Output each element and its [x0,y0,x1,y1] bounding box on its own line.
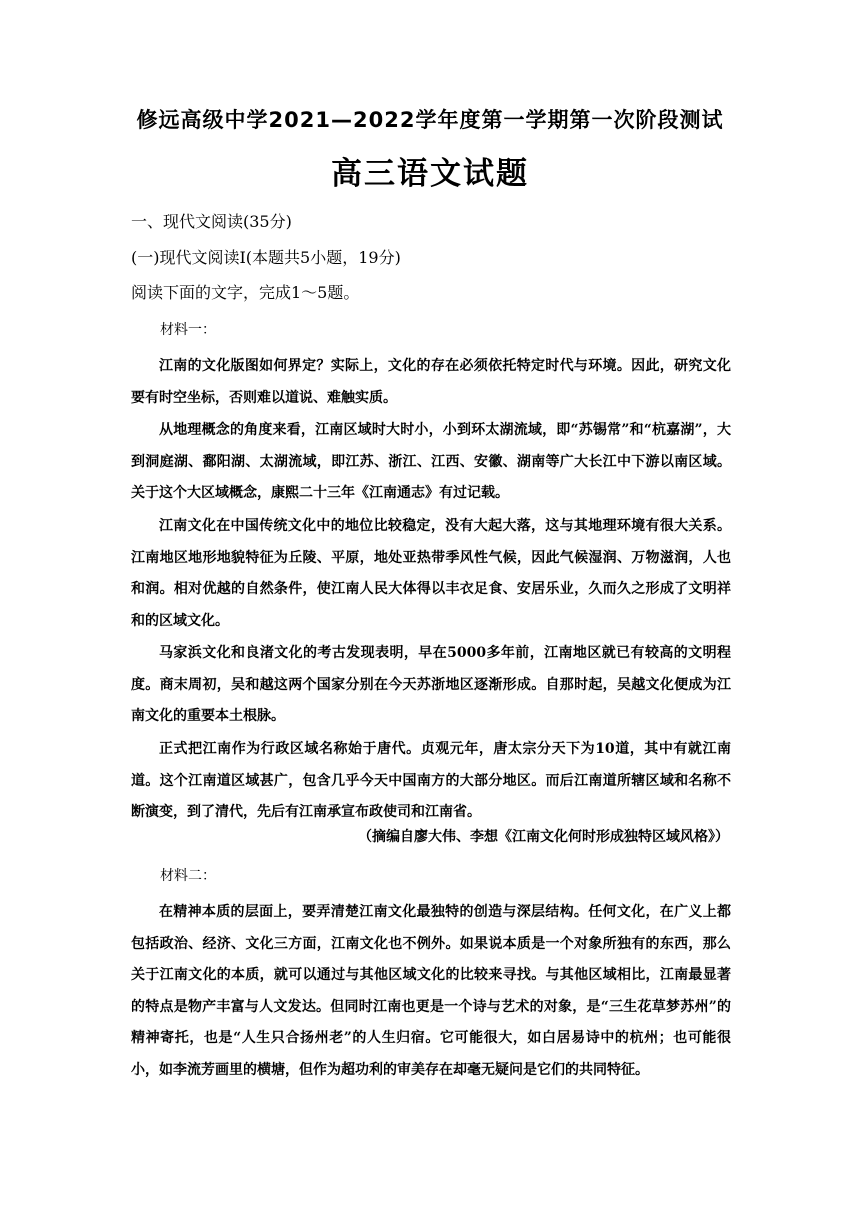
material-one-label: 材料一： [160,322,216,338]
reading-instruction: 阅读下面的文字，完成1～5题。 [131,283,360,302]
subject-title: 高三语文试题 [331,156,529,192]
material-two-label: 材料二： [160,868,216,884]
material-one-paragraph: 江南的文化版图如何界定？实际上，文化的存在必须依托特定时代与环境。因此，研究文化要有时空坐标，否则难以道说、难触实质。 [131,358,731,406]
section-sub-heading: (一)现代文阅读Ⅰ(本题共5小题，19分) [131,248,401,267]
section-heading: 一、现代文阅读(35分) [131,212,292,231]
material-one-paragraph: 马家浜文化和良渚文化的考古发现表明，早在5000多年前，江南地区就已有较高的文明程度。商末周初，吴和越这两个国家分别在今天苏浙地区逐渐形成。自那时起，吴越文化便成为江南文化的重要本土根脉。 [131,645,731,724]
material-two-paragraph: 在精神本质的层面上，要弄清楚江南文化最独特的创造与深层结构。任何文化，在广义上都包括政治、经济、文化三方面，江南文化也不例外。如果说本质是一个对象所独有的东西，那么关于江南文化的本质，就可以通过与其他区域文化的比较来寻找。与其他区域相比，江南最显著的特点是物产丰富与人文发达。但同时江南也更是一个诗与艺术的对象，是“三生花草梦苏州”的精神寄托，也是“人生只合扬州老”的人生归宿。它可能很大，如白居易诗中的杭州；也可能很小，如李流芳画里的横塘，但作为超功利的审美存在却毫无疑问是它们的共同特征。 [131,904,731,1078]
material-one-paragraph: 正式把江南作为行政区域名称始于唐代。贞观元年，唐太宗分天下为10道，其中有就江南道。这个江南道区域甚广，包含几乎今天中国南方的大部分地区。而后江南道所辖区域和名称不断演变，到了清代，先后有江南承宣布政使司和江南省。 [131,741,731,820]
material-one-source: （摘编自廖大伟、李想《江南文化何时形成独特区域风格》） [358,829,729,845]
exam-title: 修远高级中学2021—2022学年度第一学期第一次阶段测试 [136,108,724,132]
material-one-paragraph: 从地理概念的角度来看，江南区域时大时小，小到环太湖流域，即“苏锡常”和“杭嘉湖”，大到洞庭湖、鄱阳湖、太湖流域，即江苏、浙江、江西、安徽、湖南等广大长江中下游以南区域。关于这个大区域概念，康熙二十三年《江南通志》有过记载。 [131,422,731,501]
material-one-paragraph: 江南文化在中国传统文化中的地位比较稳定，没有大起大落，这与其地理环境有很大关系。江南地区地形地貌特征为丘陵、平原，地处亚热带季风性气候，因此气候湿润、万物滋润，人也和润。相对优越的自然条件，使江南人民大体得以丰衣足食、安居乐业，久而久之形成了文明祥和的区域文化。 [131,518,731,629]
